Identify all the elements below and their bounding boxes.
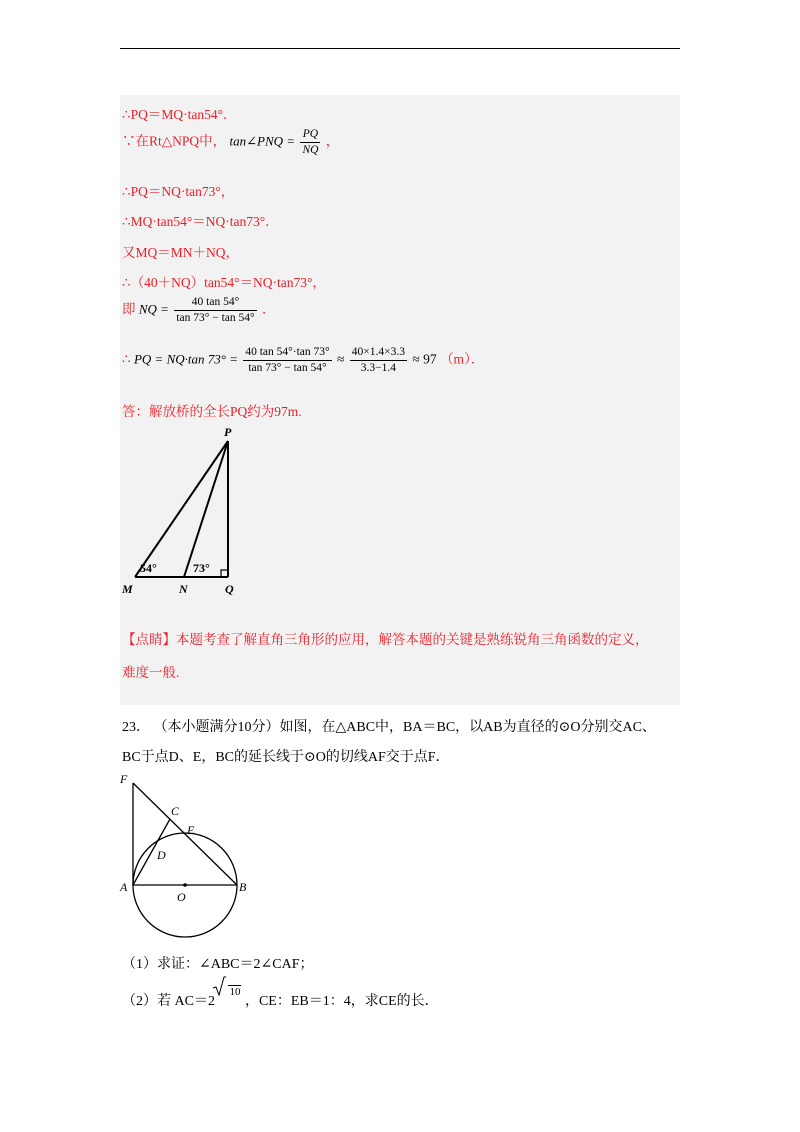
right-angle-mark xyxy=(221,570,228,577)
fraction-denominator: tan 73° − tan 54° xyxy=(176,312,255,324)
label-m: M xyxy=(122,582,133,596)
segment-mp xyxy=(135,441,228,577)
question-part-1: （1）求证：∠ABC＝2∠CAF； xyxy=(122,957,314,972)
angle-m-label: 54° xyxy=(140,561,157,575)
solution-line-7 xyxy=(122,295,276,326)
question-part-2 xyxy=(122,986,439,1010)
line8-suffix: （m）． xyxy=(440,351,485,367)
solution-line-5: 又MQ＝MN＋NQ， xyxy=(122,245,240,260)
label-f: F xyxy=(120,772,128,786)
line8-lhs: PQ = NQ·tan 73° = xyxy=(133,351,238,367)
segment-np xyxy=(184,441,228,577)
label-e: E xyxy=(187,823,195,837)
part2-suffix: ，CE：EB＝1：4，求CE的长． xyxy=(244,994,439,1009)
line7-lhs: NQ = xyxy=(138,301,169,317)
fraction-pq-2 xyxy=(350,345,407,376)
question-number: 23． xyxy=(122,720,150,735)
note-line-1: 【点睛】本题考查了解直角三角形的应用，解答本题的关键是熟练锐角三角函数的定义， xyxy=(122,632,649,647)
fraction-pq-1 xyxy=(243,345,331,376)
solution-line-3: ∴PQ＝NQ·tan73°， xyxy=(122,184,235,199)
sqrt-sign-icon xyxy=(212,976,226,996)
center-o-dot xyxy=(183,883,187,887)
top-rule xyxy=(120,48,680,49)
question-header xyxy=(122,716,656,736)
fraction-nq xyxy=(174,295,256,326)
solution-line-4: ∴MQ·tan54°＝NQ·tan73°． xyxy=(122,214,279,229)
line2-lhs: tan∠PNQ = xyxy=(229,133,296,149)
bridge-figure xyxy=(120,425,250,600)
solution-line-8 xyxy=(122,345,484,376)
circle-figure xyxy=(118,770,258,945)
answer-line: 答：解放桥的全长PQ约为97m. xyxy=(122,404,302,419)
sqrt-radicand: 10 xyxy=(229,986,241,998)
fraction-numerator: 40×1.4×3.3 xyxy=(350,345,407,361)
fraction-pq-nq xyxy=(300,127,320,158)
line2-prefix: ∵在Rt△NPQ中， xyxy=(122,133,227,149)
label-q: Q xyxy=(225,582,234,596)
label-o: O xyxy=(177,890,186,904)
line8-prefix: ∴ xyxy=(122,351,131,367)
solution-block xyxy=(120,95,680,705)
label-p: P xyxy=(224,425,232,439)
line2-suffix: ， xyxy=(325,133,340,149)
approx-sign: ≈ xyxy=(336,351,345,367)
fraction-numerator: 40 tan 54° xyxy=(174,295,256,311)
solution-line-2 xyxy=(122,127,339,158)
fraction-denominator: NQ xyxy=(302,144,319,156)
angle-n-label: 73° xyxy=(193,561,210,575)
note-line-2: 难度一般. xyxy=(122,665,180,680)
approx-result: ≈ 97 xyxy=(412,351,437,367)
fraction-numerator: PQ xyxy=(300,127,320,143)
question-line-2: BC于点D、E，BC的延长线于⊙O的切线AF交于点F． xyxy=(122,750,450,765)
line7-prefix: 即 xyxy=(122,301,136,317)
label-d: D xyxy=(157,848,166,862)
label-b: B xyxy=(239,880,247,894)
label-c: C xyxy=(171,804,180,818)
line7-suffix: ． xyxy=(262,301,276,317)
label-a: A xyxy=(120,880,128,894)
fraction-denominator: tan 73° − tan 54° xyxy=(248,362,327,374)
solution-line-1: ∴PQ＝MQ·tan54°． xyxy=(122,107,237,122)
part2-prefix: （2）若 AC＝2 xyxy=(122,994,215,1009)
solution-line-6: ∴（40＋NQ）tan54°＝NQ·tan73°， xyxy=(122,275,326,290)
label-n: N xyxy=(179,582,188,596)
segment-fb xyxy=(133,783,237,885)
fraction-numerator: 40 tan 54°·tan 73° xyxy=(243,345,331,361)
question-header-text: （本小题满分10分）如图，在△ABC中，BA＝BC，以AB为直径的⊙O分别交AC、 xyxy=(153,720,656,735)
fraction-denominator: 3.3−1.4 xyxy=(360,362,397,374)
